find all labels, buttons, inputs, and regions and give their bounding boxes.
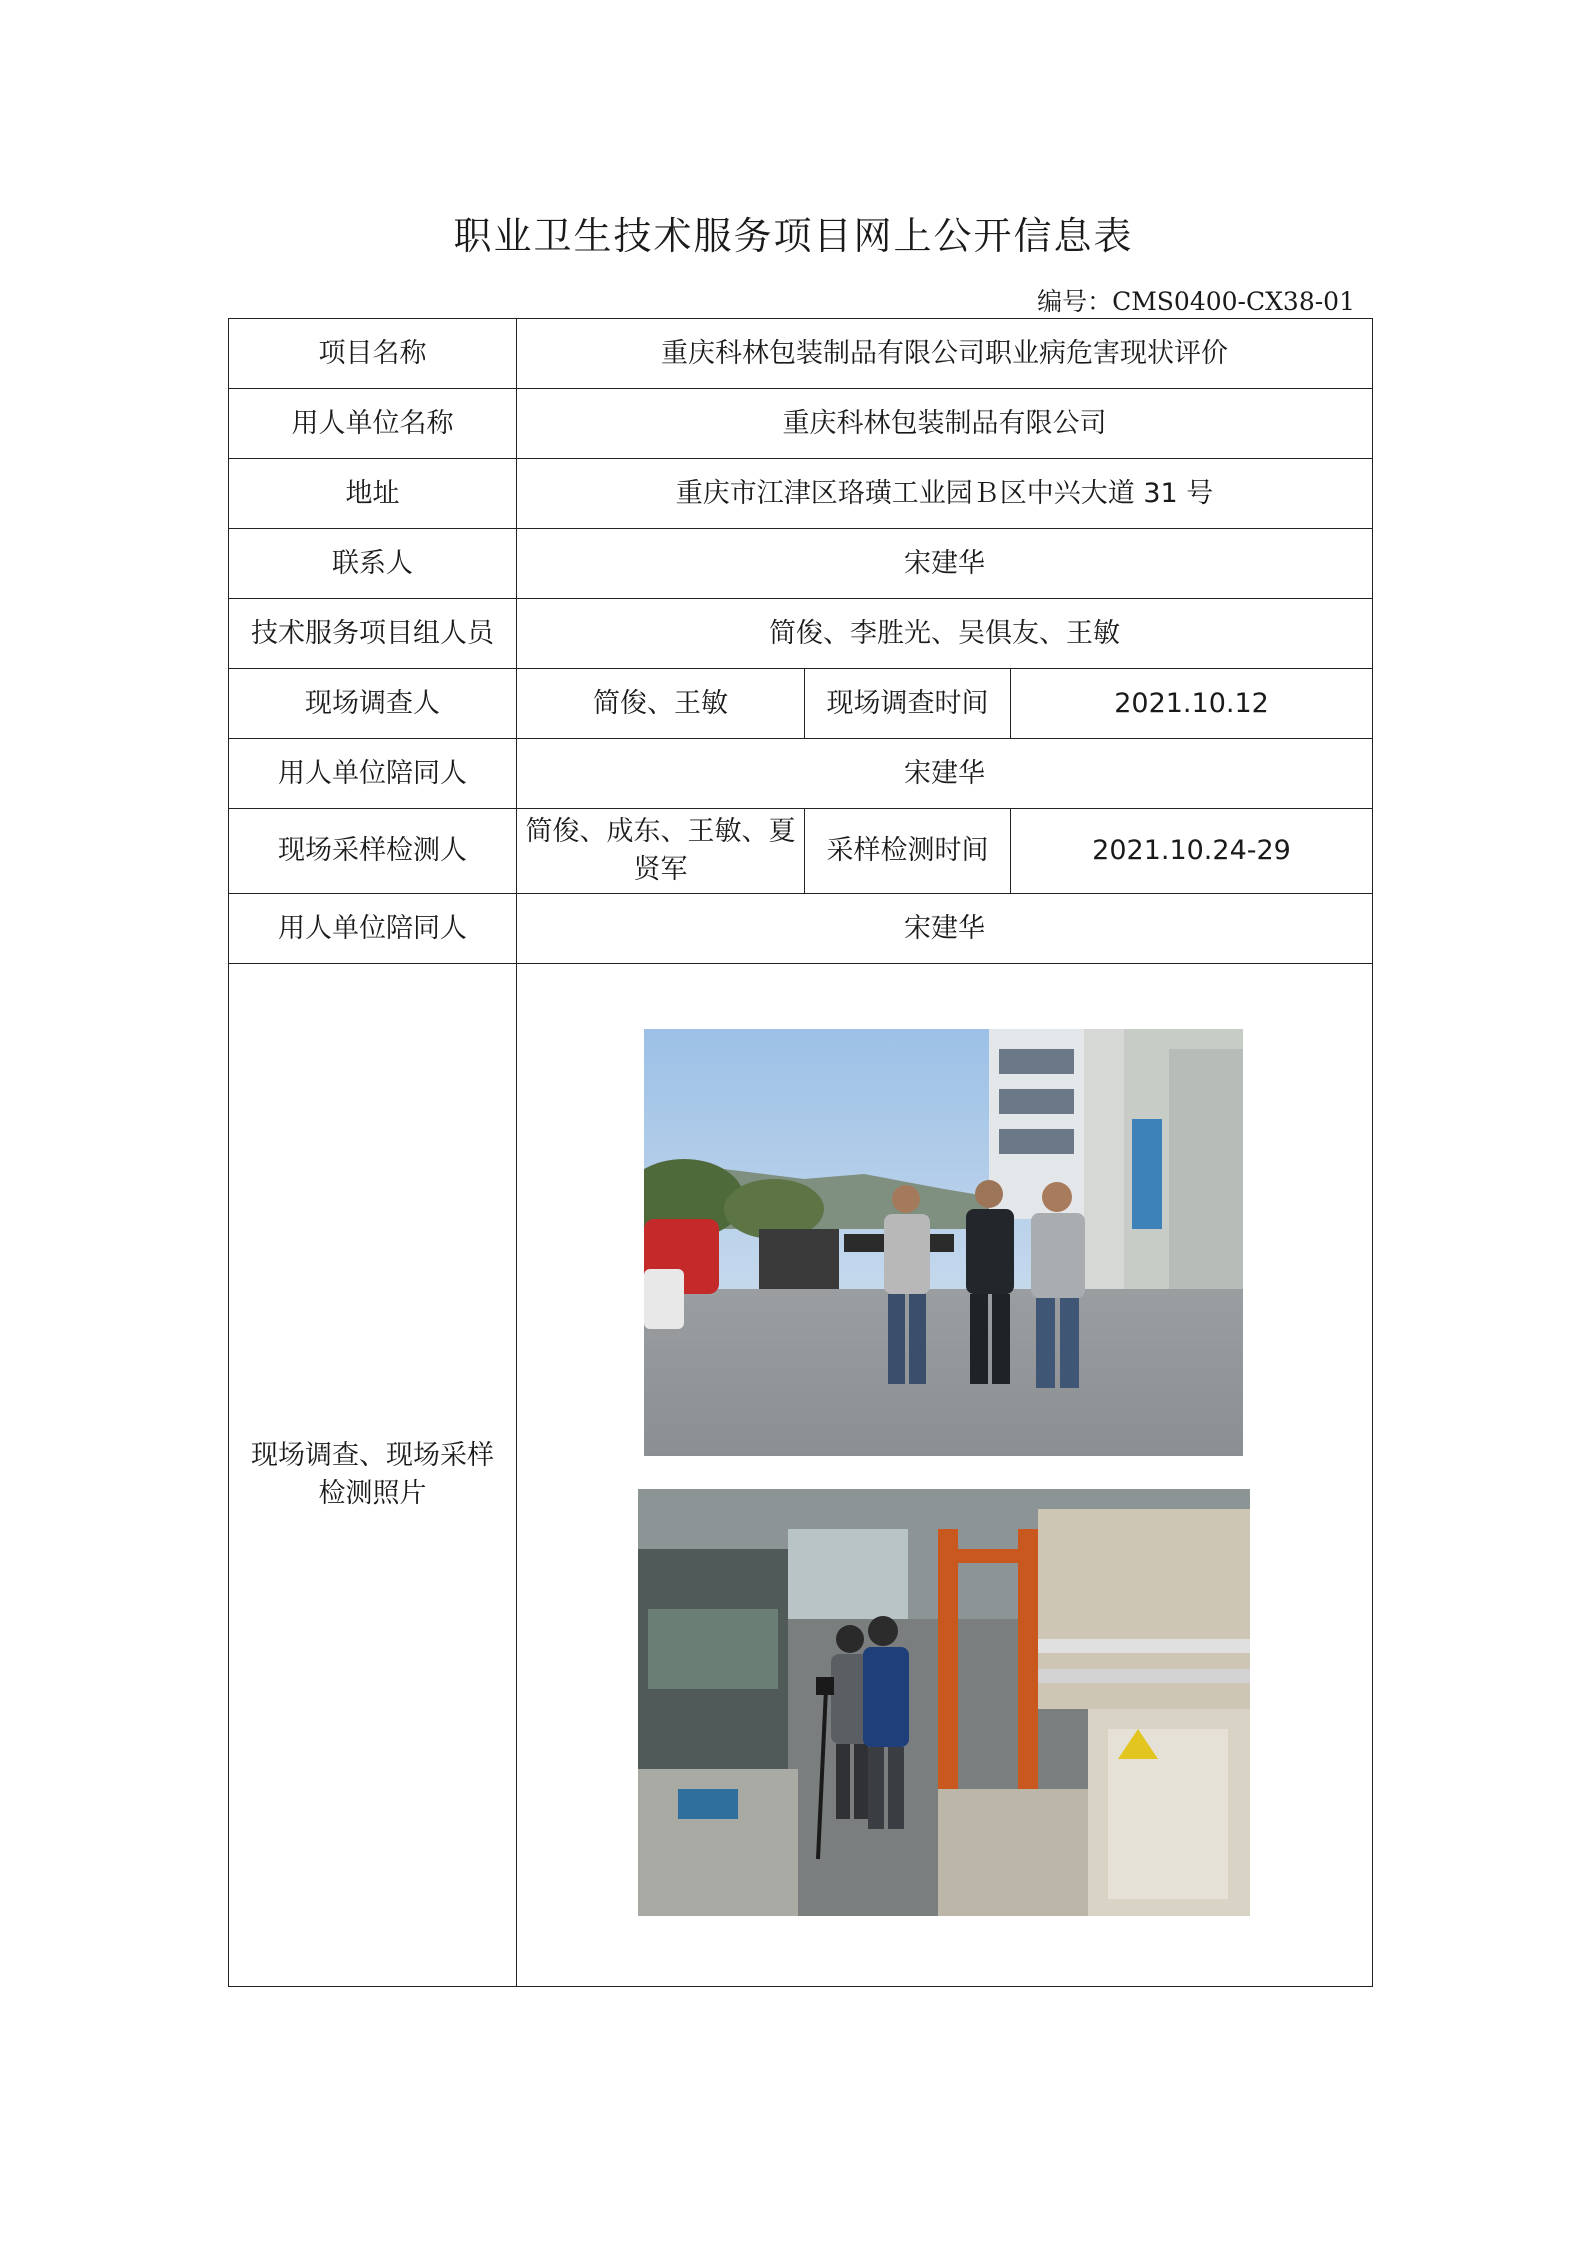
contact-label: 联系人 (229, 529, 517, 599)
sampling-time-value: 2021.10.24-29 (1011, 809, 1373, 894)
escort-1-value: 宋建华 (517, 739, 1373, 809)
row-survey (229, 669, 1373, 739)
survey-value: 简俊、王敏 (517, 669, 805, 739)
row-team (229, 599, 1373, 669)
team-value: 简俊、李胜光、吴俱友、王敏 (517, 599, 1373, 669)
page-title: 职业卫生技术服务项目网上公开信息表 (453, 214, 1134, 258)
employer-value: 重庆科林包装制品有限公司 (517, 389, 1373, 459)
row-sampling (229, 809, 1373, 894)
escort-1-label: 用人单位陪同人 (229, 739, 517, 809)
row-employer (229, 389, 1373, 459)
document-number: 编号：CMS0400-CX38-01 (1037, 287, 1355, 316)
site-sampling-photo (638, 1489, 1250, 1916)
project-name-label: 项目名称 (229, 319, 517, 389)
row-photos (229, 964, 1373, 1987)
photos-cell (517, 964, 1373, 1987)
survey-time-label: 现场调查时间 (805, 669, 1011, 739)
row-contact (229, 529, 1373, 599)
row-project-name (229, 319, 1373, 389)
photos-label: 现场调查、现场采样检测照片 (229, 964, 517, 1987)
address-value: 重庆市江津区珞璜工业园Ｂ区中兴大道 31 号 (517, 459, 1373, 529)
survey-label: 现场调查人 (229, 669, 517, 739)
employer-label: 用人单位名称 (229, 389, 517, 459)
survey-time-value: 2021.10.12 (1011, 669, 1373, 739)
row-escort-1 (229, 739, 1373, 809)
escort-2-value: 宋建华 (517, 894, 1373, 964)
site-survey-photo (644, 1029, 1243, 1456)
project-name-value: 重庆科林包装制品有限公司职业病危害现状评价 (517, 319, 1373, 389)
escort-2-label: 用人单位陪同人 (229, 894, 517, 964)
sampling-time-label: 采样检测时间 (805, 809, 1011, 894)
sampling-value: 简俊、成东、王敏、夏贤军 (517, 809, 805, 894)
info-table (228, 318, 1373, 1987)
row-escort-2 (229, 894, 1373, 964)
row-address (229, 459, 1373, 529)
contact-value: 宋建华 (517, 529, 1373, 599)
address-label: 地址 (229, 459, 517, 529)
sampling-label: 现场采样检测人 (229, 809, 517, 894)
team-label: 技术服务项目组人员 (229, 599, 517, 669)
